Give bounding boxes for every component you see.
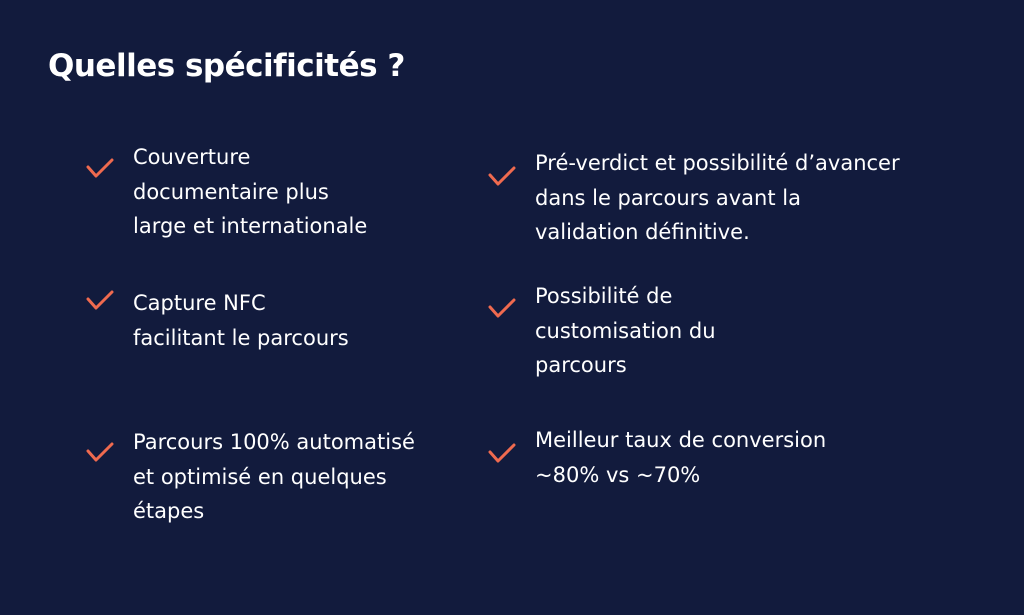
feature-text: Meilleur taux de conversion ~80% vs ~70% [535, 428, 827, 487]
feature-text: Couverture documentaire plus large et internationale [133, 145, 368, 238]
check-icon [86, 290, 114, 312]
check-icon [488, 443, 516, 465]
feature-text: Capture NFC facilitant le parcours [133, 291, 349, 350]
feature-text: Possibilité de customisation du parcours [535, 284, 716, 377]
check-icon [86, 158, 114, 180]
page-title: Quelles spécificités ? [48, 48, 405, 84]
feature-text: Parcours 100% automatisé et optimisé en quelques étapes [133, 430, 415, 523]
check-icon [488, 298, 516, 320]
check-icon [86, 442, 114, 464]
feature-text: Pré-verdict et possibilité d’avancer dans le parcours avant la validation définitive. [535, 151, 900, 244]
check-icon [488, 166, 516, 188]
